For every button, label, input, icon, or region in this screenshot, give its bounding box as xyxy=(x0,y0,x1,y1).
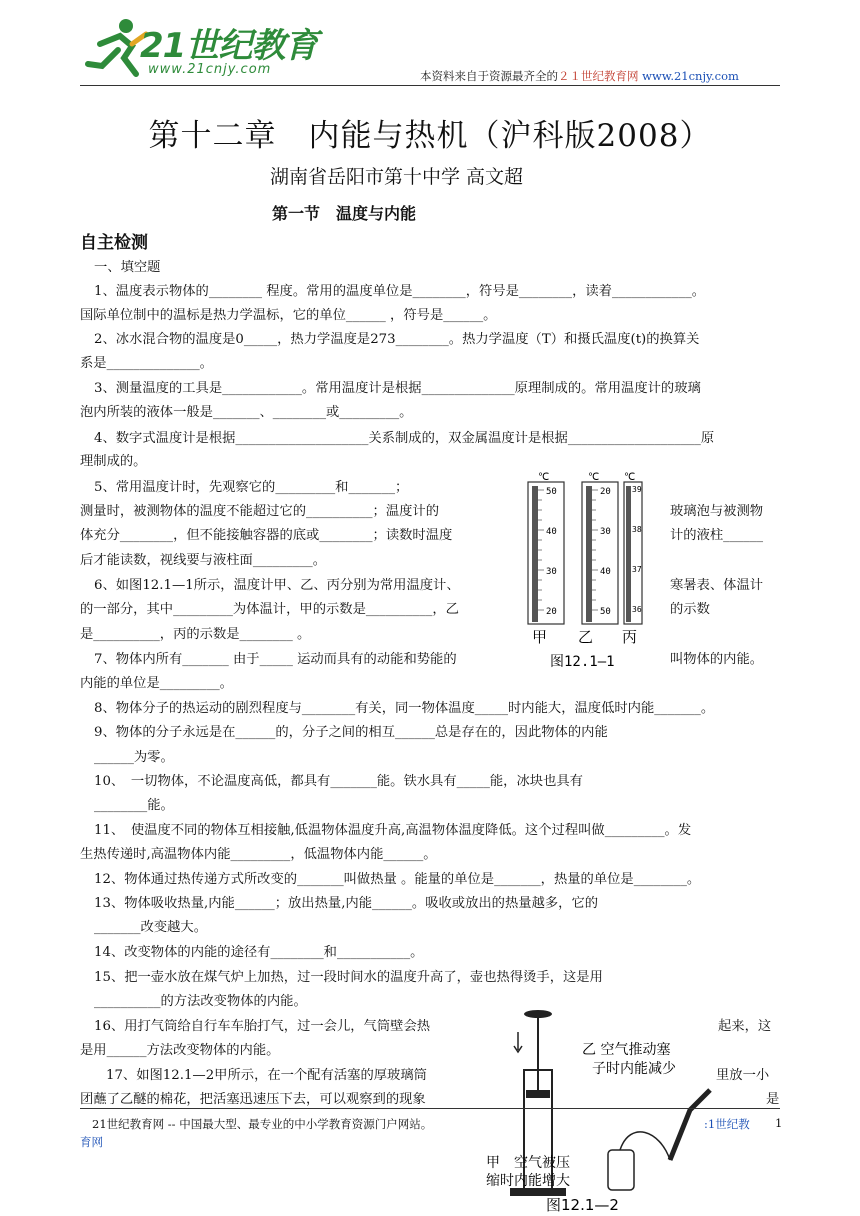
text-line: 2、冰水混合物的温度是0_____，热力学温度是273________。热力学温度（T）和摄氏温度(t)的换算关 xyxy=(94,332,700,347)
text-line: 系是______________。 xyxy=(80,356,213,371)
footer-text: 21世纪教育网 -- 中国最大型、最专业的中小学教育资源门户网站。 xyxy=(92,1117,433,1131)
text-line: 11、 使温度不同的物体互相接触,低温物体温度升高,高温物体温度降低。这个过程叫做_________。发 xyxy=(94,823,692,838)
scale-label: 20 xyxy=(600,487,611,497)
text-line-right: 起来，这 xyxy=(718,1019,772,1034)
header-note xyxy=(420,68,739,84)
text-line-right: 是 xyxy=(766,1092,780,1107)
text-line: 后才能读数，视线要与液柱面_________。 xyxy=(80,553,326,568)
text-line: 体充分________，但不能接触容器的底或________；读数时温度 xyxy=(80,528,453,543)
figure-label: 乙 空气推动塞 xyxy=(582,1042,671,1058)
footer-link[interactable]: :1世纪教 xyxy=(704,1117,750,1131)
text-line: __________的方法改变物体的内能。 xyxy=(94,994,307,1009)
header-divider xyxy=(80,85,780,86)
text-line: 4、数字式温度计是根据____________________关系制成的，双金属温度计是根据____________________原 xyxy=(94,431,715,446)
text-line: 6、如图12.1—1所示，温度计甲、乙、丙分别为常用温度计、 xyxy=(94,578,460,593)
text-line: 团蘸了乙醚的棉花，把活塞迅速压下去，可以观察到的现象 xyxy=(80,1092,426,1107)
thermometer-name: 甲 xyxy=(532,628,548,646)
scale-label: 20 xyxy=(546,607,557,617)
text-line: ______为零。 xyxy=(94,750,174,765)
figure-caption: 图12.1—2 xyxy=(546,1196,619,1214)
scale-label: 37 xyxy=(632,565,642,574)
text-line: ________能。 xyxy=(94,798,174,813)
text-line: _______改变越大。 xyxy=(94,920,208,935)
scale-ticks xyxy=(538,490,544,610)
text-line: 17、如图12.1—2甲所示，在一个配有活塞的厚玻璃筒 xyxy=(106,1068,427,1083)
text-line: 是用______方法改变物体的内能。 xyxy=(80,1043,280,1058)
logo-text: 21世纪教育 xyxy=(140,26,318,66)
text-line-right: 寒暑表、体温计 xyxy=(670,578,764,593)
text-line: 理制成的。 xyxy=(80,454,147,469)
section-title: 第一节 温度与内能 xyxy=(272,204,417,223)
cylinder-base xyxy=(510,1188,566,1196)
header-note-prefix: 本资料来自于资源最齐全的 xyxy=(420,69,558,83)
text-line: 13、物体吸收热量,内能______；放出热量,内能______。吸收或放出的热量越多，它的 xyxy=(94,896,599,911)
text-line: 9、物体的分子永远是在______的，分子之间的相互______总是存在的，因此物体的内能 xyxy=(94,725,608,740)
text-line: 生热传递时,高温物体内能_________，低温物体内能______。 xyxy=(80,847,437,862)
author-line: 湖南省岳阳市第十中学 高文超 xyxy=(270,166,524,188)
thermometer-jia-column xyxy=(532,486,538,622)
thermometer-figure xyxy=(520,470,670,670)
page-number: 1 xyxy=(775,1116,783,1130)
scale-label: 40 xyxy=(546,527,557,537)
scale-label: 50 xyxy=(546,487,557,497)
text-line: 5、常用温度计时，先观察它的_________和_______； xyxy=(94,480,409,495)
thermometer-name: 丙 xyxy=(622,628,638,646)
text-line: 测量时，被测物体的温度不能超过它的__________；温度计的 xyxy=(80,504,440,519)
figure-caption: 图12.1—1 xyxy=(550,654,615,670)
unit-label: ℃ xyxy=(624,472,636,483)
figure-label: 甲 空气被压 xyxy=(486,1155,570,1171)
scale-label: 38 xyxy=(632,525,642,534)
down-arrow-icon xyxy=(514,1032,522,1052)
text-line-right: 的示数 xyxy=(670,602,710,617)
text-line: 7、物体内所有_______ 由于_____ 运动而具有的动能和势能的 xyxy=(94,652,457,667)
text-line: 的一部分，其中_________为体温计，甲的示数是__________，乙 xyxy=(80,602,459,617)
text-line-right: 里放一小 xyxy=(716,1068,770,1083)
thermometer-yi-column xyxy=(586,486,592,622)
header-url-link[interactable]: www.21cnjy.com xyxy=(642,69,739,83)
text-line-right: 叫物体的内能。 xyxy=(670,652,764,667)
text-line-right: 计的液柱______ xyxy=(670,528,764,543)
header-brand-link[interactable]: ２１世纪教育网 xyxy=(558,69,639,83)
unit-label: ℃ xyxy=(538,472,550,483)
text-line: 泡内所装的液体一般是_______、________或_________。 xyxy=(80,405,413,420)
text-line: 一、填空题 xyxy=(94,260,161,275)
text-line: 国际单位制中的温标是热力学温标，它的单位______ ，符号是______。 xyxy=(80,308,497,323)
text-line-right: 玻璃泡与被测物 xyxy=(670,504,764,519)
scale-label: 30 xyxy=(600,527,611,537)
footer-link-cont[interactable]: 育网 xyxy=(80,1135,103,1149)
pump-figure xyxy=(480,1010,765,1216)
text-line: 16、用打气筒给自行车车胎打气，过一会儿，气筒壁会热 xyxy=(94,1019,431,1034)
text-line: 3、测量温度的工具是____________。常用温度计是根据______________原理制成的。常用温度计的玻璃 xyxy=(94,381,701,396)
scale-label: 40 xyxy=(600,567,611,577)
unit-label: ℃ xyxy=(588,472,600,483)
scale-ticks xyxy=(592,490,598,610)
footer-divider xyxy=(80,1108,780,1109)
scale-label: 36 xyxy=(632,605,642,614)
text-line: 内能的单位是_________。 xyxy=(80,676,233,691)
bottle xyxy=(608,1150,634,1190)
scale-label: 50 xyxy=(600,607,611,617)
text-line: 8、物体分子的热运动的剧烈程度与________有关，同一物体温度_____时内能大，温度低时内能_______。 xyxy=(94,701,715,716)
text-line: 是__________，丙的示数是________ 。 xyxy=(80,627,311,642)
thermometer-name: 乙 xyxy=(578,628,594,646)
text-line: 15、把一壶水放在煤气炉上加热，过一段时间水的温度升高了，壶也热得烫手，这是用 xyxy=(94,970,603,985)
text-line: 12、物体通过热传递方式所改变的_______叫做热量 。能量的单位是_______，热量的单位是________。 xyxy=(94,872,701,887)
figure-label: 子时内能减少 xyxy=(592,1061,676,1077)
scale-label: 39 xyxy=(632,485,642,494)
text-line: 1、温度表示物体的________ 程度。常用的温度单位是________，符号是________，读着____________。 xyxy=(94,284,706,299)
scale-label: 30 xyxy=(546,567,557,577)
logo-url: www.21cnjy.com xyxy=(148,62,272,77)
chapter-title: 第十二章 内能与热机（沪科版2008） xyxy=(148,118,712,154)
text-line: 14、改变物体的内能的途径有________和___________。 xyxy=(94,945,424,960)
text-line: 10、 一切物体，不论温度高低，都具有_______能。铁水具有_____能，冰块也具有 xyxy=(94,774,583,789)
figure-label: 缩时内能增大 xyxy=(486,1173,570,1189)
self-test-heading: 自主检测 xyxy=(80,233,148,253)
thermometer-bing-column xyxy=(626,486,631,622)
